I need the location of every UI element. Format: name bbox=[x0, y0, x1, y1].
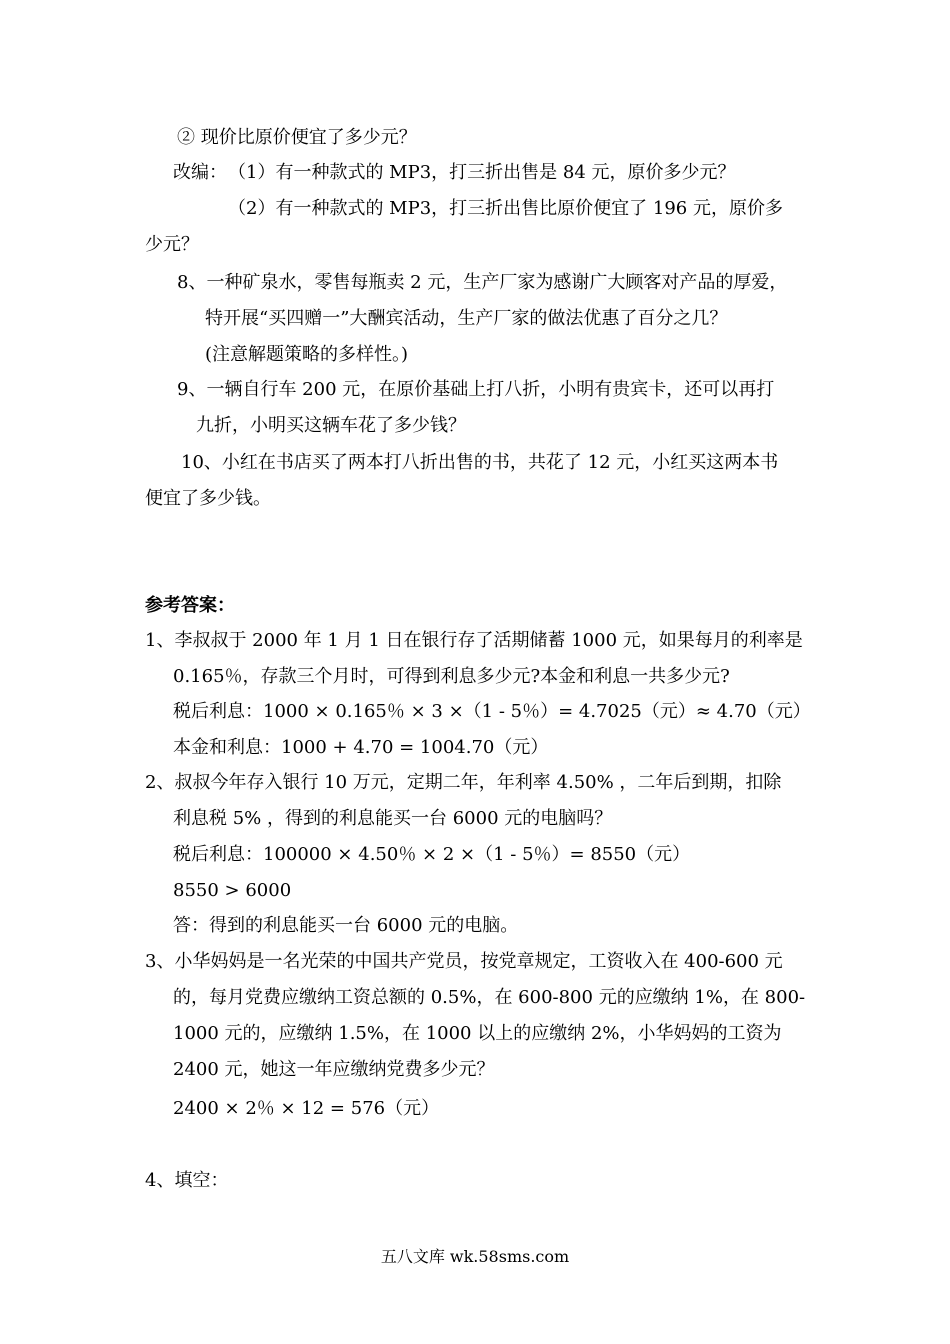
problem-8-note: (注意解题策略的多样性。) bbox=[205, 344, 409, 365]
page-footer: 五八文库 wk.58sms.com bbox=[380, 1247, 570, 1266]
answer-1-question-line-2: 0.165％，存款三个月时，可得到利息多少元?本金和利息一共多少元? bbox=[173, 666, 730, 687]
problem-10-line-1: 10、小红在书店买了两本打八折出售的书，共花了 12 元，小红买这两本书 bbox=[181, 452, 779, 473]
answer-4-heading: 4、填空： bbox=[145, 1170, 229, 1191]
answer-2-conclusion: 答：得到的利息能买一台 6000 元的电脑。 bbox=[173, 915, 519, 936]
answer-1-calculation-2: 本金和利息：1000 + 4.70 = 1004.70（元） bbox=[173, 737, 549, 758]
answer-2-calculation: 税后利息：100000 × 4.50％ × 2 ×（1 - 5％）= 8550（元） bbox=[173, 844, 691, 865]
adaptation-2-line-1: （2）有一种款式的 MP3，打三折出售比原价便宜了 196 元，原价多 bbox=[228, 198, 783, 219]
answer-3-question-line-2: 的，每月党费应缴纳工资总额的 0.5%，在 600-800 元的应缴纳 1%，在 800- bbox=[173, 987, 806, 1008]
adaptation-2-line-2: 少元？ bbox=[145, 234, 199, 255]
answer-2-question-line-2: 利息税 5% ，得到的利息能买一台 6000 元的电脑吗？ bbox=[173, 808, 613, 829]
answer-3-question-line-3: 1000 元的，应缴纳 1.5%，在 1000 以上的应缴纳 2%，小华妈妈的工资为 bbox=[173, 1023, 782, 1044]
answer-3-calculation: 2400 × 2％ × 12 = 576（元） bbox=[173, 1098, 440, 1119]
answer-2-comparison: 8550 > 6000 bbox=[173, 880, 292, 901]
problem-9-line-1: 9、一辆自行车 200 元，在原价基础上打八折，小明有贵宾卡，还可以再打 bbox=[177, 379, 775, 400]
problem-7-part-2: ② 现价比原价便宜了多少元？ bbox=[177, 127, 417, 148]
answer-1-calculation-1: 税后利息：1000 × 0.165％ × 3 ×（1 - 5％）= 4.7025（元）≈ 4.70（元） bbox=[173, 701, 811, 722]
problem-8-line-1: 8、一种矿泉水，零售每瓶卖 2 元，生产厂家为感谢广大顾客对产品的厚爱， bbox=[177, 272, 788, 293]
answers-heading: 参考答案： bbox=[145, 595, 235, 616]
adaptation-1: （1）有一种款式的 MP3，打三折出售是 84 元，原价多少元？ bbox=[228, 162, 736, 183]
adaptation-label: 改编： bbox=[173, 162, 227, 183]
problem-10-line-2: 便宜了多少钱。 bbox=[145, 488, 271, 509]
answer-3-question-line-4: 2400 元，她这一年应缴纳党费多少元？ bbox=[173, 1059, 495, 1080]
problem-8-line-2: 特开展“买四赠一”大酬宾活动，生产厂家的做法优惠了百分之几？ bbox=[205, 308, 728, 329]
answer-3-question-line-1: 3、小华妈妈是一名光荣的中国共产党员，按党章规定，工资收入在 400-600 元 bbox=[145, 951, 783, 972]
problem-9-line-2: 九折，小明买这辆车花了多少钱？ bbox=[196, 415, 466, 436]
answer-1-question-line-1: 1、李叔叔于 2000 年 1 月 1 日在银行存了活期储蓄 1000 元，如果每月的利率是 bbox=[145, 630, 803, 651]
answer-2-question-line-1: 2、叔叔今年存入银行 10 万元，定期二年，年利率 4.50% ，二年后到期，扣除 bbox=[145, 772, 782, 793]
